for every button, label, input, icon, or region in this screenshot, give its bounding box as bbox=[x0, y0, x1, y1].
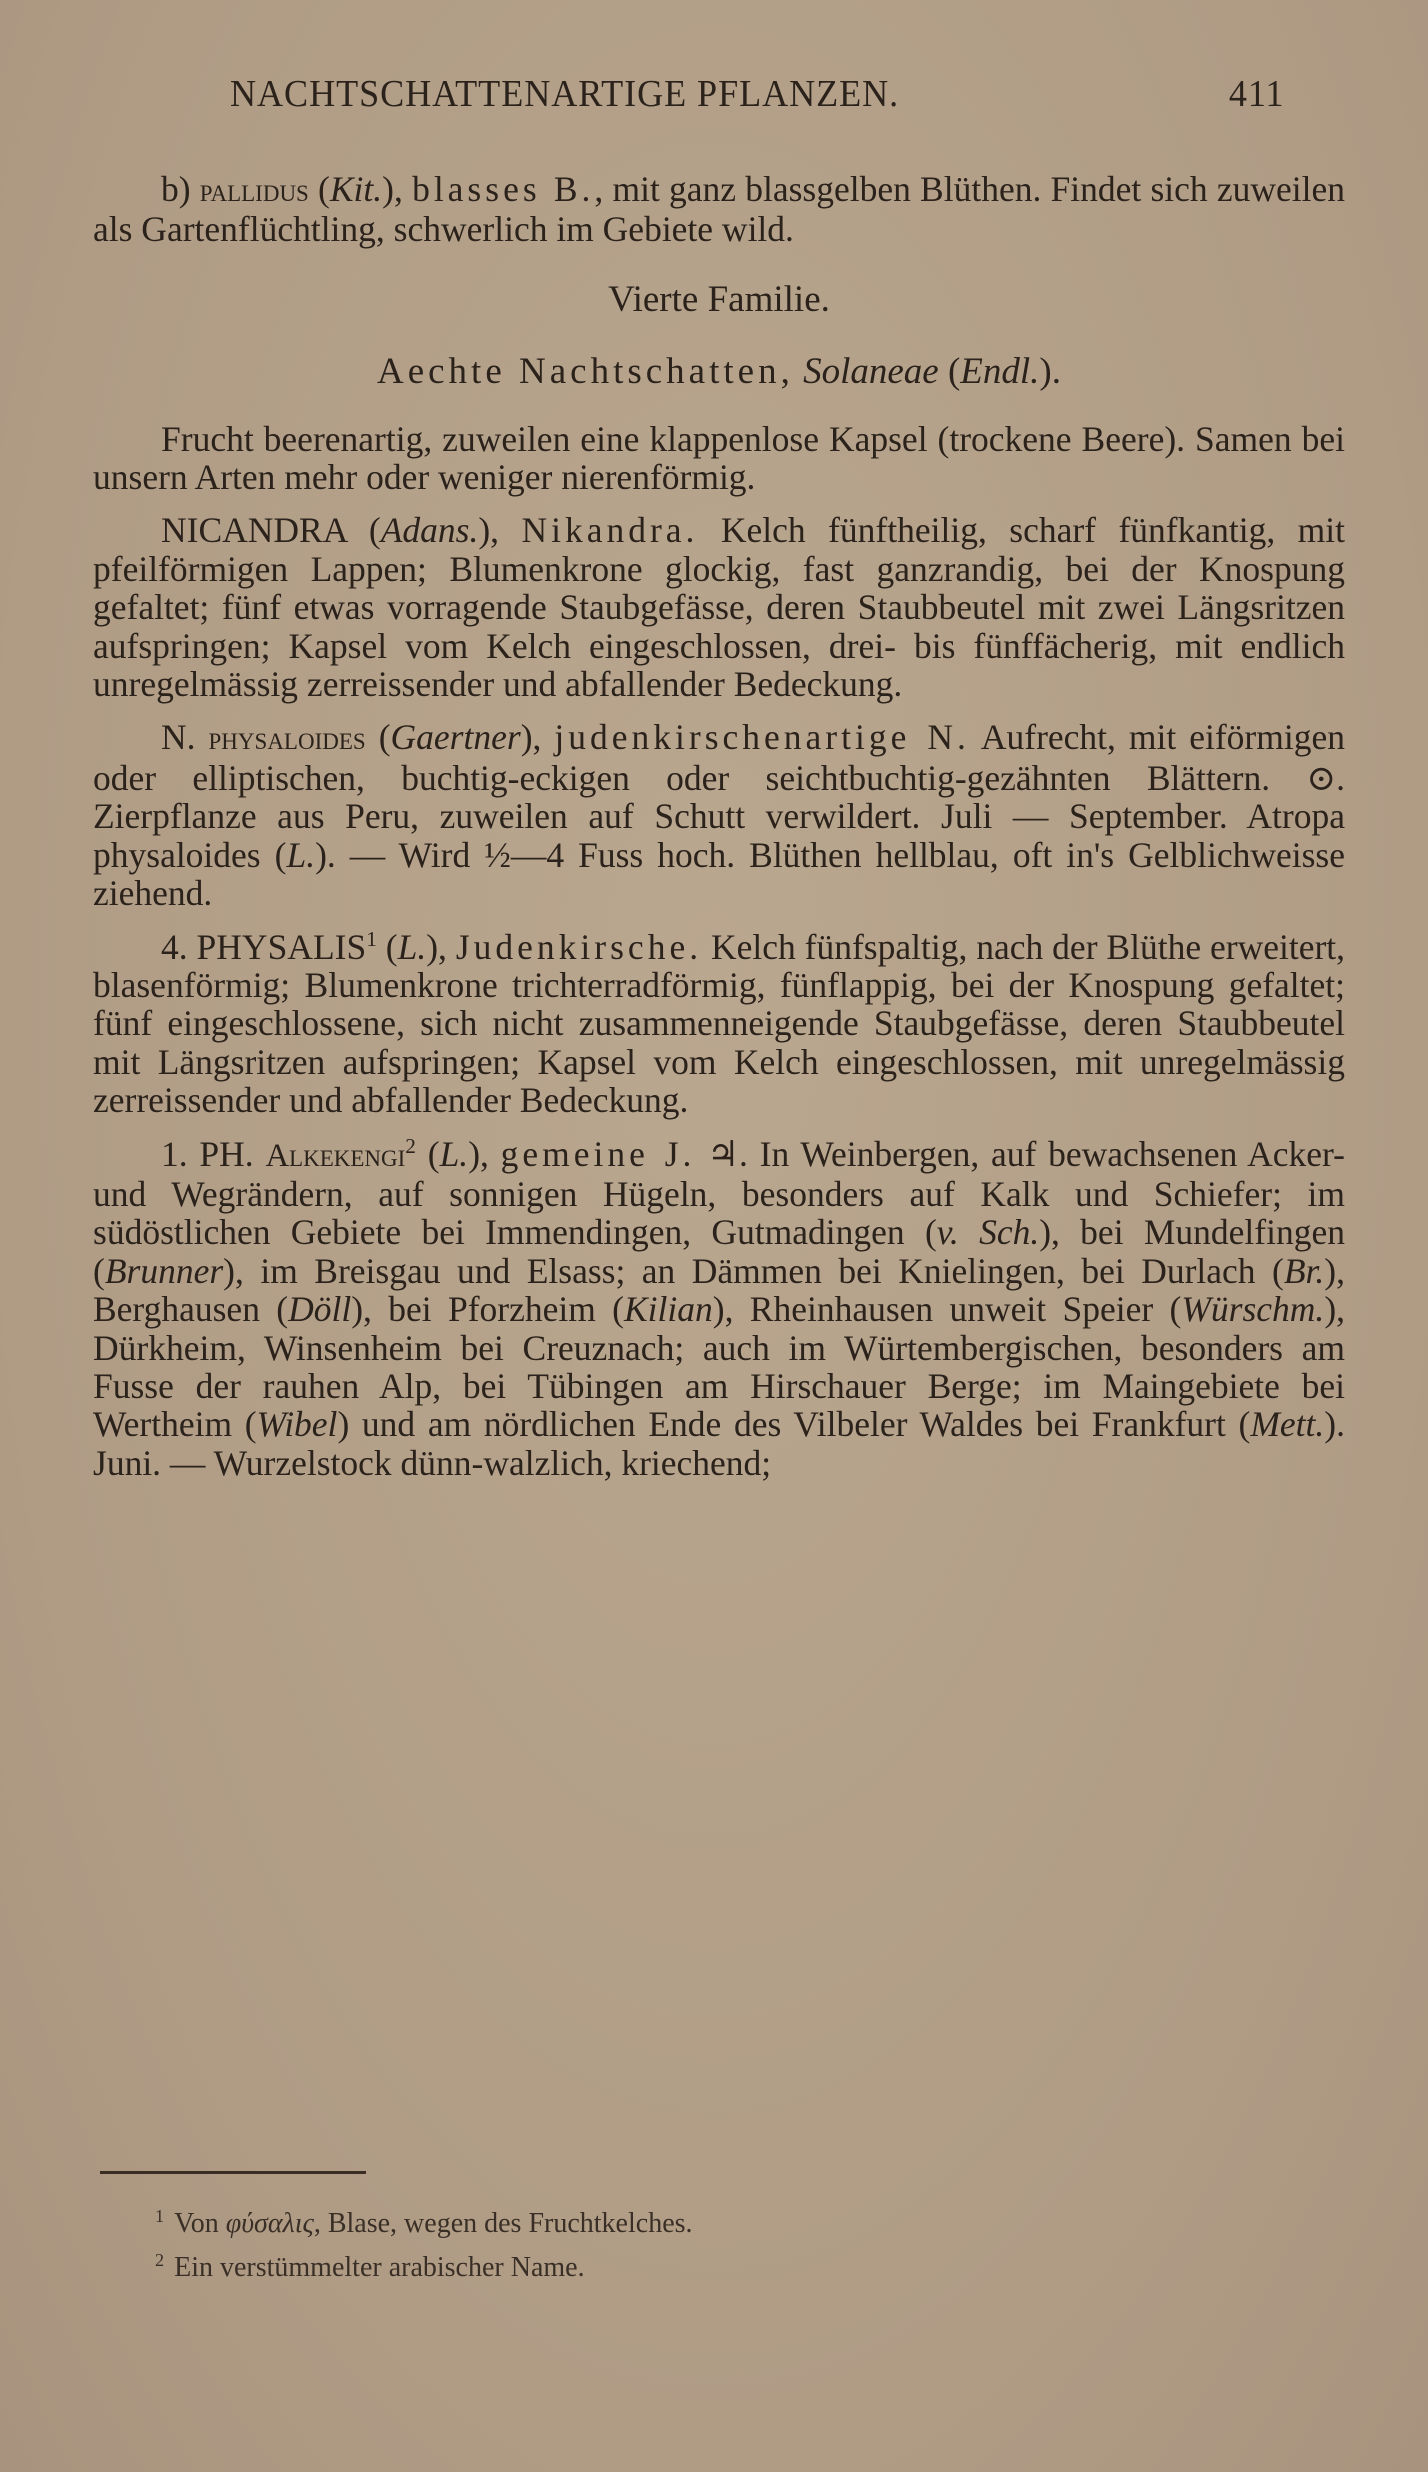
page-number: 411 bbox=[1228, 73, 1285, 115]
footnote-ref[interactable]: 1 bbox=[366, 926, 377, 951]
text: ). Juni. — Wurzelstock dünn-walzlich, kriechend; bbox=[93, 1404, 1345, 1483]
species-number: 1. bbox=[161, 1133, 188, 1174]
footnotes bbox=[155, 2202, 693, 2290]
author: Brunner bbox=[104, 1250, 224, 1291]
common-name: judenkirschenartige N. bbox=[554, 717, 970, 758]
common-name: blasses B. bbox=[412, 169, 595, 209]
text: ), Berghausen ( bbox=[93, 1250, 1345, 1330]
paragraph-physaloides: N. physaloides (Gaertner), judenkirschenartige N. Aufrecht, mit eiförmigen oder elliptischen, buchtig-eckigen oder seichtbuchtig-gezähnten Blättern. ⊙. Zierpflanze aus Peru, zuweilen auf Schutt verwildert. Juli — September. Atropa physaloides (L.). — Wird ½—4 Fuss hoch. Blüthen hellblau, oft in's Gelblichweisse ziehend. bbox=[93, 717, 1345, 914]
paragraph-physalis: 4. PHYSALIS$^1$ (L.), Judenkirsche. Kelch fünfspaltig, nach der Blüthe erweitert, blasenförmig; Blumenkrone trichterradförmig, fünflappig, bei der Knospung gefaltet; fünf eingeschlossene, sich nicht zusammenneigende Staubgefässe, deren Staubbeutel mit Längsritzen aufspringen; Kapsel vom Kelch eingeschlossen, mit unregelmässig zerreissender und abfallender Bedeckung. bbox=[93, 926, 1346, 1121]
author: Würschm. bbox=[1181, 1289, 1325, 1330]
author: Mett. bbox=[1250, 1404, 1325, 1445]
perennial-symbol-icon: ♃ bbox=[707, 1133, 739, 1174]
family-description: Frucht beerenartig, zuweilen eine klappenlose Kapsel (trockene Beere). Samen bei unsern Arten mehr oder weniger nierenförmig. bbox=[93, 418, 1345, 498]
annual-symbol-icon: ⊙ bbox=[1306, 757, 1337, 798]
description: Aufrecht, mit eiförmigen oder elliptischen, buchtig-eckigen oder seichtbuchtig-gezähnten Blättern. bbox=[93, 717, 1345, 798]
common-name: gemeine J. bbox=[500, 1133, 696, 1174]
page-body bbox=[93, 170, 1345, 1497]
footnote-text: Von bbox=[174, 2208, 226, 2239]
family-heading: Vierte Familie. bbox=[608, 278, 830, 320]
genus-number: 4. bbox=[161, 926, 188, 967]
author: v. Sch. bbox=[936, 1212, 1040, 1253]
paragraph-nicandra: NICANDRA (Adans.), Nikandra. Kelch fünftheilig, scharf fünfkantig, mit pfeilförmigen Lappen; Blumenkrone glockig, fast ganzrandig, bei der Knospung gefaltet; fünf etwas vorragende Staubgefässe, deren Staubbeutel mit zwei Längsritzen aufspringen; Kapsel vom Kelch eingeschlossen, drei- bis fünffächerig, mit endlich unregelmässig zerreissender und abfallender Bedeckung. bbox=[93, 510, 1345, 705]
footnote-rule bbox=[100, 2171, 366, 2174]
text: ) und am nördlichen Ende des Vilbeler Waldes bei Frankfurt ( bbox=[337, 1404, 1251, 1445]
description-cont: ). — Wird ½—4 Fuss hoch. Blüthen hellblau, oft in's Gelblichweisse ziehend. bbox=[93, 834, 1345, 914]
description: Kelch fünftheilig, scharf fünfkantig, mit pfeilförmigen Lappen; Blumenkrone glockig, fast ganzrandig, bei der Knospung gefaltet; fünf etwas vorragende Staubgefässe, deren Staubbeutel mit zwei Längsritzen aufspringen; Kapsel vom Kelch eingeschlossen, drei- bis fünffächerig, mit endlich unregelmässig zerreissender und abfallender Bedeckung. bbox=[93, 510, 1345, 705]
description-cont: . Zierpflanze aus Peru, zuweilen auf Schutt verwildert. Juli — September. Atropa physaloides ( bbox=[93, 757, 1345, 875]
footnote-ref[interactable]: 2 bbox=[405, 1133, 416, 1158]
author: Endl. bbox=[960, 351, 1040, 393]
description: Kelch fünfspaltig, nach der Blüthe erweitert, blasenförmig; Blumenkrone trichterradförmig, fünflappig, bei der Knospung gefaltet; fünf eingeschlossene, sich nicht zusammenneigende Staubgefässe, deren Staubbeutel mit Längsritzen aufspringen; Kapsel vom Kelch eingeschlossen, mit unregelmässig zerreissender und abfallender Bedeckung. bbox=[93, 926, 1346, 1121]
genus-abbr: PH. bbox=[199, 1133, 254, 1174]
common-name: Judenkirsche. bbox=[455, 926, 703, 967]
species-name: physaloides bbox=[208, 721, 366, 758]
species-name: Alkekengi bbox=[265, 1137, 406, 1174]
author: L. bbox=[286, 834, 316, 875]
text: ), Dürkheim, Winsenheim bei Creuznach; auch im Würtembergischen, besonders am Fusse der rauhen Alp, bei Tübingen am Hirschauer Berge; im Maingebiete bei Wertheim ( bbox=[93, 1289, 1346, 1445]
footnote-text: , Blase, wegen des Fruchtkelches. bbox=[313, 2208, 693, 2239]
author: Gaertner bbox=[390, 717, 521, 758]
running-header bbox=[230, 72, 1285, 116]
author: L. bbox=[439, 1133, 469, 1174]
text: ), Rheinhausen unweit Speier ( bbox=[712, 1289, 1182, 1330]
family-common-name: Aechte Nachtschatten, bbox=[376, 351, 794, 393]
text: ), bei Pforzheim ( bbox=[351, 1289, 624, 1330]
genus-abbr: N. bbox=[161, 717, 196, 758]
author: Wibel bbox=[256, 1404, 338, 1445]
footnote-number: 1 bbox=[155, 2205, 165, 2226]
author: Kilian bbox=[624, 1289, 713, 1330]
running-title: NACHTSCHATTENARTIGE PFLANZEN. bbox=[230, 73, 900, 115]
author: Döll bbox=[288, 1289, 352, 1330]
paragraph-pallidus: b) pallidus (Kit.), blasses B., mit ganz blassgelben Blüthen. Findet sich zuweilen als Gartenflüchtling, schwerlich im Gebiete wild. bbox=[93, 169, 1345, 250]
greek-word: φύσαλις bbox=[225, 2208, 314, 2239]
footnote-2 bbox=[155, 2246, 693, 2290]
footnote-number: 2 bbox=[155, 2249, 165, 2270]
family-latin-name: Solaneae bbox=[803, 351, 939, 393]
genus-name: NICANDRA bbox=[161, 510, 347, 551]
author: L. bbox=[397, 926, 427, 967]
description: , mit ganz blassgelben Blüthen. Findet sich zuweilen als Gartenflüchtling, schwerlich im Gebiete wild. bbox=[93, 169, 1345, 250]
text: . In Weinbergen, auf bewachsenen Acker- und Wegrändern, auf sonnigen Hügeln, besonders auf Kalk und Schiefer; im südöstlichen Gebiete bei Immendingen, Gutmadingen ( bbox=[93, 1133, 1345, 1253]
author: Adans. bbox=[380, 510, 479, 551]
paragraph-alkekengi: 1. PH. Alkekengi$^2$ (L.), gemeine J. ♃. In Weinbergen, auf bewachsenen Acker- und Wegrändern, auf sonnigen Hügeln, besonders auf Kalk und Schiefer; im südöstlichen Gebiete bei Immendingen, Gutmadingen (v. Sch.), bei Mundelfingen (Brunner), im Breisgau und Elsass; an Dämmen bei Knielingen, bei Durlach (Br.), Berghausen (Döll), bei Pforzheim (Kilian), Rheinhausen unweit Speier (Würschm.), Dürkheim, Winsenheim bei Creuznach; auch im Würtembergischen, besonders am Fusse der rauhen Alp, bei Tübingen am Hirschauer Berge; im Maingebiete bei Wertheim (Wibel) und am nördlichen Ende des Vilbeler Waldes bei Frankfurt (Mett.). Juni. — Wurzelstock dünn-walzlich, kriechend; bbox=[93, 1133, 1346, 1483]
author: Kit. bbox=[329, 169, 383, 209]
text: ), bei Mundelfingen ( bbox=[93, 1212, 1345, 1291]
variety-label: b) bbox=[161, 169, 191, 209]
variety-name: pallidus bbox=[199, 173, 309, 209]
footnote-1 bbox=[155, 2202, 693, 2246]
author: Br. bbox=[1283, 1250, 1325, 1291]
family-name: Aechte Nachtschatten, Solaneae (Endl.). bbox=[376, 351, 1061, 393]
text: ), im Breisgau und Elsass; an Dämmen bei Knielingen, bei Durlach ( bbox=[223, 1250, 1284, 1291]
common-name: Nikandra. bbox=[521, 510, 699, 551]
genus-name: PHYSALIS bbox=[196, 926, 367, 967]
footnote-text: Ein verstümmelter arabischer Name. bbox=[174, 2252, 585, 2283]
